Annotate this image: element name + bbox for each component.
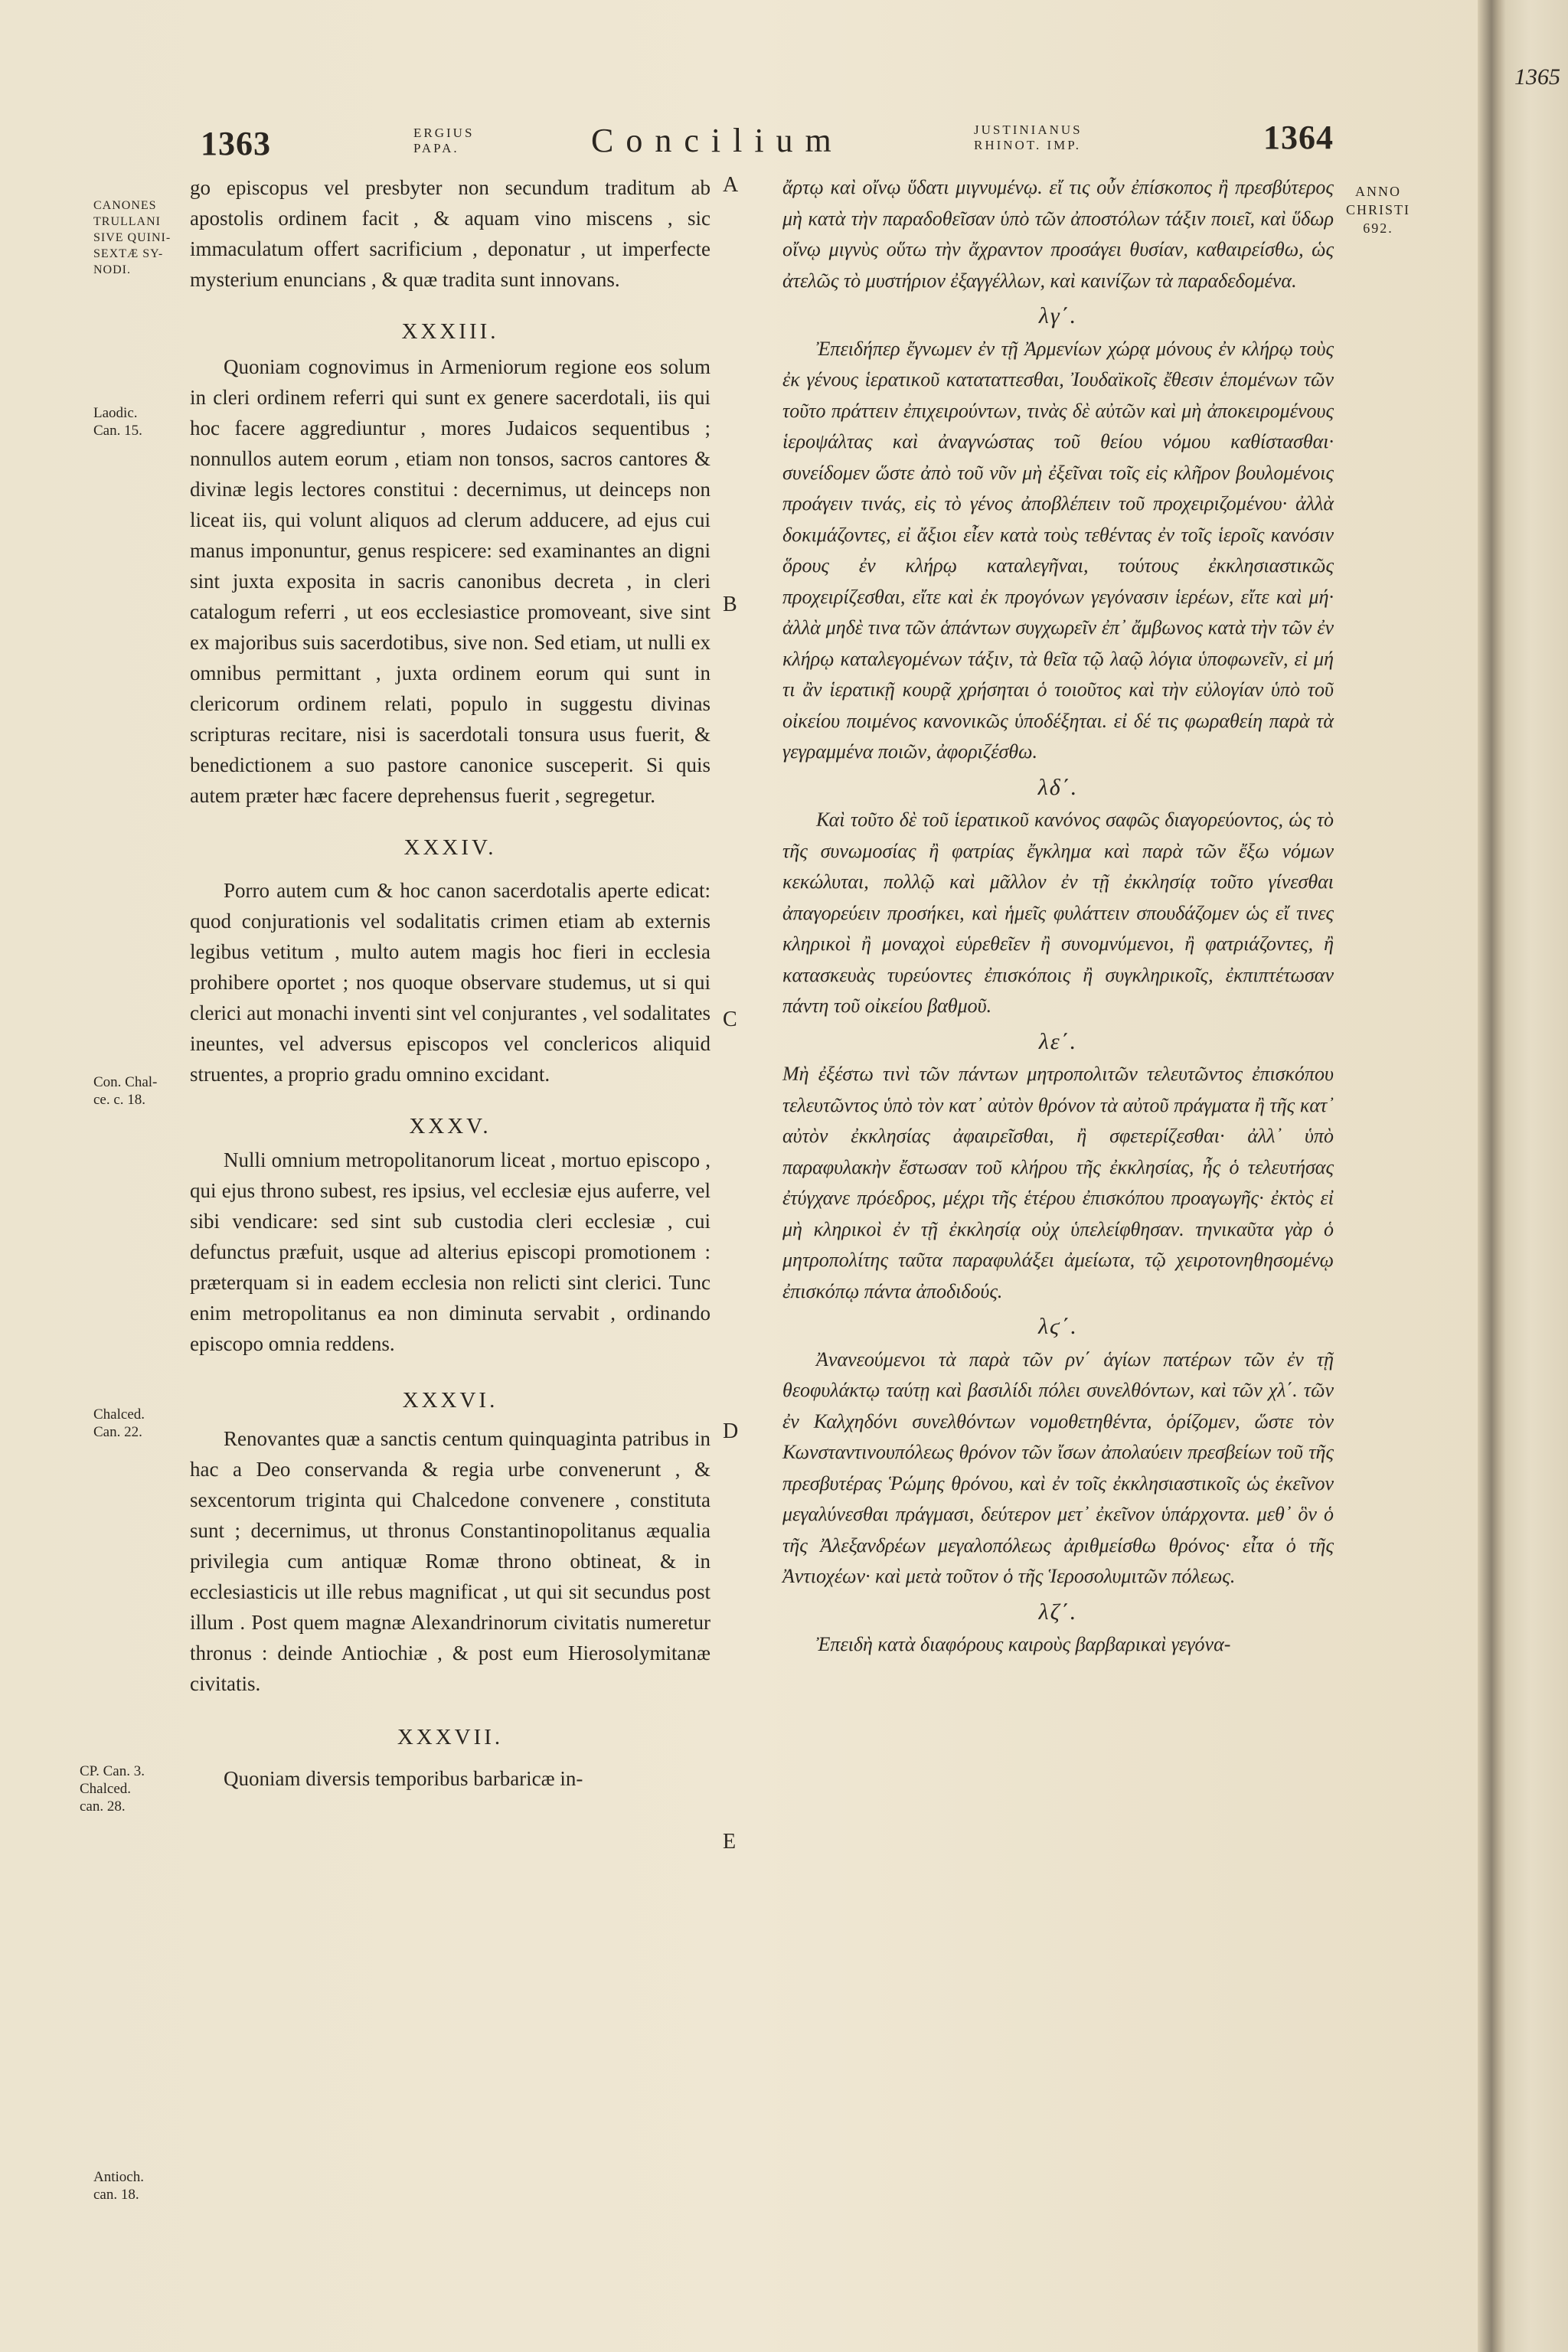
latin-section-text xyxy=(190,875,710,1089)
margin-note-cp-can-3: CP. Can. 3. Chalced. can. 28. xyxy=(80,1763,145,1815)
next-page-edge xyxy=(1505,0,1568,2352)
latin-canon-37: Quoniam diversis temporibus barbaricæ in- xyxy=(224,1767,583,1790)
section-letter-b: B xyxy=(723,593,737,616)
latin-intro: go episcopus vel presbyter non secundum traditum ab apostolis ordinem facit , & aquam vino miscens , sic immaculatum offert sacrificium , deponatur , ut imperfecte mysterium enuncians , & quæ tradita sunt innovans. xyxy=(190,176,710,291)
right-page-number: 1364 xyxy=(1263,119,1334,156)
margin-note-laodic: Laodic. Can. 15. xyxy=(93,405,142,439)
greek-canon-37: Ἐπειδὴ κατὰ διαφόρους καιροὺς βαρβαρικαὶ γεγόνα- xyxy=(816,1633,1231,1655)
greek-canon-33: Ἐπειδήπερ ἔγνωμεν ἐν τῇ Ἀρμενίων χώρᾳ μόνους ἐν κλήρῳ τοὺς ἐκ γένους ἱερατικοῦ καταταττεσθαι, Ἰουδαϊκοῖς ἔθεσιν ἑπομένων τῶν τοῦτο πράττειν ἐπιχειρούντων, τινὰς δὲ αὐτῶν καὶ μὴ ἀποκειρομένους ἱεροψάλτας καὶ ἀναγνώστας τοῦ θείου νόμου καθίστασθαι· συνείδομεν ὥστε ἀπὸ τοῦ νῦν μὴ ἐξεῖναι τοῖς εἰς κλῆρον βουλομένοις προάγειν τινάς, εἰς τὸ γένος ἀποβλέπειν τοῦ προχειριζομένου· ἀλλὰ δοκιμάζοντες, εἰ ἄξιοι εἶεν κατὰ τοὺς τεθέντας ἐν τοῖς ἱεροῖς κανόσιν ὅρους ἐν κλήρῳ καταλεγῆναι, τούτους ἐκκλησιαστικῶς προχειρίζεσθαι, εἴτε καὶ ἐκ προγόνων γεγόνασιν ἱερέων, εἴτε καὶ μή· ἀλλὰ μηδὲ τινα τῶν ἁπάντων συγχωρεῖν ἐπ᾽ ἄμβωνος κατὰ τὴν τῶν ἐν κλήρῳ καταλεγομένων τάξιν, τὰ θεῖα τῷ λαῷ λόγια ὑποφωνεῖν, εἰ μή τι ἂν ἱερατικῇ κουρᾷ χρήσηται ὁ τοιοῦτος καὶ τὴν εὐλογίαν ὑπὸ τοῦ οἰκείου ποιμένος κανονικῶς ὑποδέξηται. εἰ δέ τις φωραθείη παρὰ τὰ γεγραμμένα ποιῶν, ἀφοριζέσθω. xyxy=(782,337,1334,763)
greek-section-heading: λϛ΄. xyxy=(1038,1314,1078,1339)
greek-section-text xyxy=(782,1344,1334,1592)
page-title: Concilium xyxy=(591,122,844,159)
greek-section-text xyxy=(782,1629,1334,1661)
latin-section-heading: XXXIII. xyxy=(401,319,499,344)
greek-column xyxy=(782,172,1334,1661)
latin-section-text xyxy=(190,1145,710,1359)
anno-christi-note: ANNO CHRISTI 692. xyxy=(1346,184,1411,236)
greek-section-heading: λγ΄. xyxy=(1038,303,1078,328)
latin-section-heading: XXXVI. xyxy=(402,1388,498,1413)
margin-note-chalced-22: Chalced. Can. 22. xyxy=(93,1406,145,1440)
margin-note-canones: CANONES TRULLANI SIVE QUINI- SEXTÆ SY- NODI. xyxy=(93,199,172,276)
latin-canon-35: Nulli omnium metropolitanorum liceat , mortuo episcopo , qui ejus throno subest, res ipsius, vel ecclesiæ ejus auferre, vel sibi vendicare: sed sint sub custodia cleri ecclesiæ , cui defunctus præfuit, usque ad alterius episcopi promotionem : præterquam si in eadem ecclesia non relicti sint clerici. Tunc enim metropolitanus ea non diminuta servabit , ordinando episcopo omnia reddens. xyxy=(190,1148,710,1355)
margin-note-antioch: Antioch. can. 18. xyxy=(93,2169,144,2203)
latin-canon-33: Quoniam cognovimus in Armeniorum regione eos solum in cleri ordinem referri qui sunt ex genere sacerdotali, iis qui hoc facere aggrediuntur , mores Judaicos sequentibus ; nonnullos autem eorum , etiam non tonsos, sacros cantores & divinæ legis lectores constitui : decernimus, ut deinceps non liceat iis, qui volunt aliquos ad clerum adducere, ad ejus cui manus imponuntur, genus respicere: sed examinantes an digni sint juxta exposita in sacris canonibus decreta , in cleri catalogum referri , ut eos ecclesiastice promoveant, sive sint ex majoribus suis sacerdotibus, sive non. Sed etiam, ut nulli ex omnibus permittant , juxta ordinem eorum qui sunt in clericorum ordinem relati, populo in suggestu divinas scripturas recitare, nisi is sacerdotali tonsura usus fuerit, & benedictionem a suo pastore canonice susceperit. Si quis autem præter hæc facere deprehensus fuerit , segregetur. xyxy=(190,355,710,807)
next-page-number: 1365 xyxy=(1514,64,1560,90)
latin-section-heading: XXXIV. xyxy=(403,835,497,860)
greek-section-heading: λδ΄. xyxy=(1037,774,1079,800)
latin-canon-34: Porro autem cum & hoc canon sacerdotalis aperte edicat: quod conjurationis vel sodalitatis crimen etiam ab externis legibus vetitum , multo autem magis hoc fieri in ecclesia prohibere oportet ; nos quoque observare studemus, ut si qui clerici aut monachi inventi sint vel conjurantes , vel sodalitates ineuntes, vel adversus episcopos vel conclericos aliquid struentes, a proprio gradu omnino excidant. xyxy=(190,879,710,1086)
latin-section-text xyxy=(190,1423,710,1699)
latin-section-text xyxy=(190,351,710,811)
latin-column xyxy=(190,172,710,1794)
section-letter-e: E xyxy=(723,1830,737,1854)
margin-note-chalce-18: Con. Chal- ce. c. 18. xyxy=(93,1074,158,1108)
greek-section-text xyxy=(782,334,1334,768)
greek-canon-35: Μὴ ἐξέστω τινὶ τῶν πάντων μητροπολιτῶν τελευτῶντος ἐπισκόπου τελευτῶντος ὑπὸ τὸν κατ᾽ αὐτὸν θρόνον τὰ αὐτοῦ πράγματα ἢ τῆς κατ᾽ αὐτὸν ἐκκλησίας ἀφαιρεῖσθαι, ἢ σφετερίζεσθαι· ἀλλ᾽ ὑπὸ παραφυλακὴν ἔστωσαν τοῦ κλήρου τῆς ἐκκλησίας, ἧς ὁ τελευτήσας ἐτύγχανε πρόεδρος, μέχρι τῆς ἑτέρου ἐπισκόπου προαγωγῆς· ἐκτὸς εἰ μὴ κληρικοὶ ἐν τῇ ἐκκλησίᾳ οὐχ ὑπελείφθησαν. τηνικαῦτα γὰρ ὁ μητροπολίτης ταῦτα παραφυλάξει ἀμείωτα, τῷ χειροτονηθησομένῳ ἐπισκόπῳ πάντα ἀποδιδούς. xyxy=(782,1063,1334,1302)
greek-canon-36: Ἀνανεούμενοι τὰ παρὰ τῶν ρν΄ ἁγίων πατέρων τῶν ἐν τῇ θεοφυλάκτῳ ταύτῃ καὶ βασιλίδι πόλει συνελθόντων, καὶ τῶν χλ΄. τῶν ἐν Καλχηδόνι συνελθόντων νομοθετηθέντα, ὁρίζομεν, ὥστε τὸν Κωνσταντινουπόλεως θρόνον τῶν ἴσων ἀπολαύειν πρεσβείων τοῦ τῆς πρεσβυτέρας Ῥώμης θρόνου, καὶ ἐν τοῖς ἐκκλησιαστικοῖς ὡς ἐκεῖνον μεγαλύνεσθαι πράγμασι, δεύτερον μετ᾽ ἐκεῖνον ὑπάρχοντα. μεθ᾽ ὃν ὁ τῆς Ἀλεξανδρέων μεγαλοπόλεως ἀριθμείσθω θρόνος· εἶτα ὁ τῆς Ἀντιοχέων· καὶ μετὰ τοῦτον ὁ τῆς Ἱεροσολυμιτῶν πόλεως. xyxy=(782,1348,1334,1587)
greek-intro: ἄρτῳ καὶ οἴνῳ ὕδατι μιγνυμένῳ. εἴ τις οὖν ἐπίσκοπος ἢ πρεσβύτερος μὴ κατὰ τὴν παραδοθεῖσαν ὑπὸ τῶν ἀποστόλων τάξιν ποιεῖ, καὶ ὕδωρ οἴνῳ μιγνὺς οὕτω τὴν ἄχραντον προσάγει θυσίαν, καθαιρείσθω, ὡς ἀτελῶς τὸ μυστήριον ἐξαγγέλλων, καὶ καινίζων τὰ παραδεδομένα. xyxy=(782,176,1334,292)
greek-section-text xyxy=(782,1059,1334,1307)
right-header-note: JUSTINIANUS RHINOT. IMP. xyxy=(974,122,1083,152)
greek-canon-34: Καὶ τοῦτο δὲ τοῦ ἱερατικοῦ κανόνος σαφῶς διαγορεύοντος, ὡς τὸ τῆς συνωμοσίας ἢ φατρίας ἔγκλημα καὶ παρὰ τῶν ἔξω νόμων κεκώλυται, πολλῷ καὶ μᾶλλον ἐν τῇ ἐκκλησίᾳ τοῦτο γίνεσθαι ἀπαγορεύειν προσήκει, καὶ ἡμεῖς φυλάττειν σπουδάζομεν ὡς εἴ τινες κληρικοὶ ἢ μοναχοὶ εὑρεθεῖεν ἢ συνομνύμενοι, ἢ φατριάζοντες, ἢ κατασκευὰς τυρεύοντες ἐπισκόποις ἢ συγκληρικοῖς, ἐκπιπτέτωσαν πάντη τοῦ οἰκείου βαθμοῦ. xyxy=(782,808,1334,1017)
book-gutter xyxy=(1478,0,1508,2352)
section-letter-a: A xyxy=(723,173,739,197)
section-letter-d: D xyxy=(723,1419,739,1443)
greek-section-heading: λζ΄. xyxy=(1038,1599,1078,1625)
latin-section-heading: XXXVII. xyxy=(397,1725,504,1749)
latin-section-heading: XXXV. xyxy=(409,1114,492,1138)
section-letter-c: C xyxy=(723,1008,737,1031)
greek-section-text xyxy=(782,805,1334,1022)
greek-section-heading: λε΄. xyxy=(1038,1028,1078,1054)
latin-section-text xyxy=(190,1763,710,1794)
left-page-number: 1363 xyxy=(201,125,271,162)
left-header-note: ERGIUS PAPA. xyxy=(413,126,475,155)
latin-canon-36: Renovantes quæ a sanctis centum quinquaginta patribus in hac a Deo conservanda & regia urbe convenerunt , & sexcentorum triginta qui Chalcedone convenere , constituta sunt ; decernimus, ut thronus Constantinopolitanus æqualia privilegia cum antiquæ Romæ throno obtineat, & in ecclesiasticis ut ille rebus magnificat , ut qui sit secundus post illum . Post quem magnæ Alexandrinorum civitatis numeretur thronus : deinde Antiochiæ , & post eum Hierosolymitanæ civitatis. xyxy=(190,1427,710,1695)
